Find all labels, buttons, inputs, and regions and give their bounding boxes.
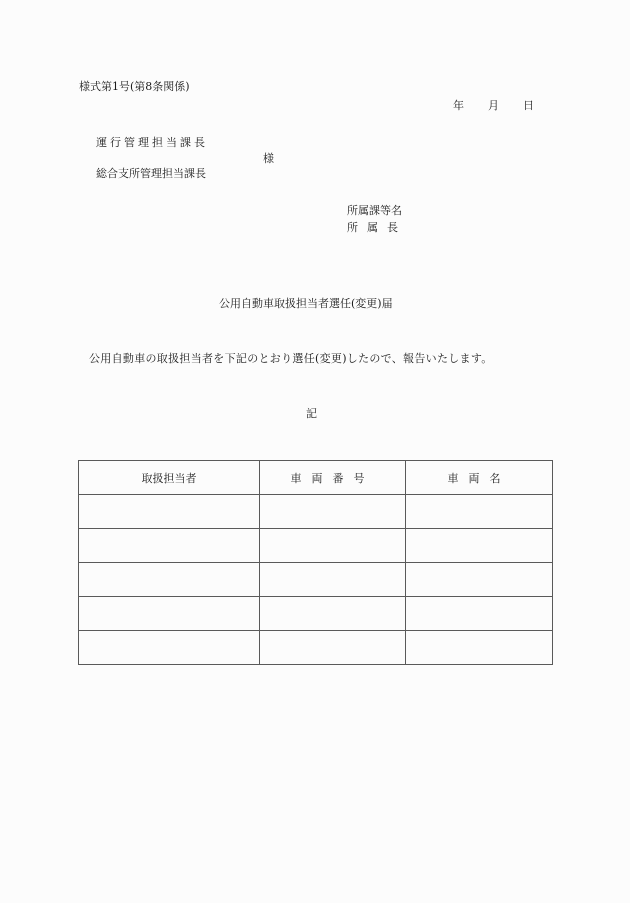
cell-handler[interactable]	[79, 631, 260, 665]
cell-vehicle-number[interactable]	[260, 495, 406, 529]
addressee-operations-manager: 運行管理担当課長	[96, 136, 208, 149]
cell-vehicle-name[interactable]	[406, 597, 553, 631]
cell-vehicle-name[interactable]	[406, 563, 553, 597]
cell-handler[interactable]	[79, 529, 260, 563]
cell-vehicle-number[interactable]	[260, 631, 406, 665]
document-title: 公用自動車取扱担当者選任(変更)届	[219, 297, 393, 310]
table-header-row	[79, 461, 553, 495]
day-label: 日	[523, 99, 534, 112]
cell-handler[interactable]	[79, 563, 260, 597]
year-label: 年	[453, 99, 464, 112]
table-row	[79, 597, 553, 631]
honorific: 様	[263, 152, 274, 165]
body-text: 公用自動車の取扱担当者を下記のとおり選任(変更)したので、報告いたします。	[89, 352, 493, 365]
table-row	[79, 563, 553, 597]
cell-vehicle-name[interactable]	[406, 495, 553, 529]
month-label: 月	[488, 99, 499, 112]
addressee-branch-manager: 総合支所管理担当課長	[96, 167, 206, 180]
cell-vehicle-number[interactable]	[260, 529, 406, 563]
header-handler: 取扱担当者	[79, 461, 260, 495]
handler-table	[78, 460, 553, 665]
header-vehicle-number: 車両番号	[260, 461, 406, 495]
cell-vehicle-number[interactable]	[260, 563, 406, 597]
form-number: 様式第1号(第8条関係)	[79, 80, 190, 93]
sender-head-label: 所属長	[347, 221, 407, 234]
sender-department-label: 所属課等名	[347, 204, 402, 217]
cell-vehicle-name[interactable]	[406, 529, 553, 563]
table-row	[79, 529, 553, 563]
ki-heading: 記	[306, 407, 317, 420]
cell-handler[interactable]	[79, 597, 260, 631]
cell-vehicle-number[interactable]	[260, 597, 406, 631]
header-vehicle-name: 車両名	[406, 461, 553, 495]
cell-handler[interactable]	[79, 495, 260, 529]
table-row	[79, 495, 553, 529]
cell-vehicle-name[interactable]	[406, 631, 553, 665]
table-row	[79, 631, 553, 665]
date-line	[453, 99, 534, 113]
